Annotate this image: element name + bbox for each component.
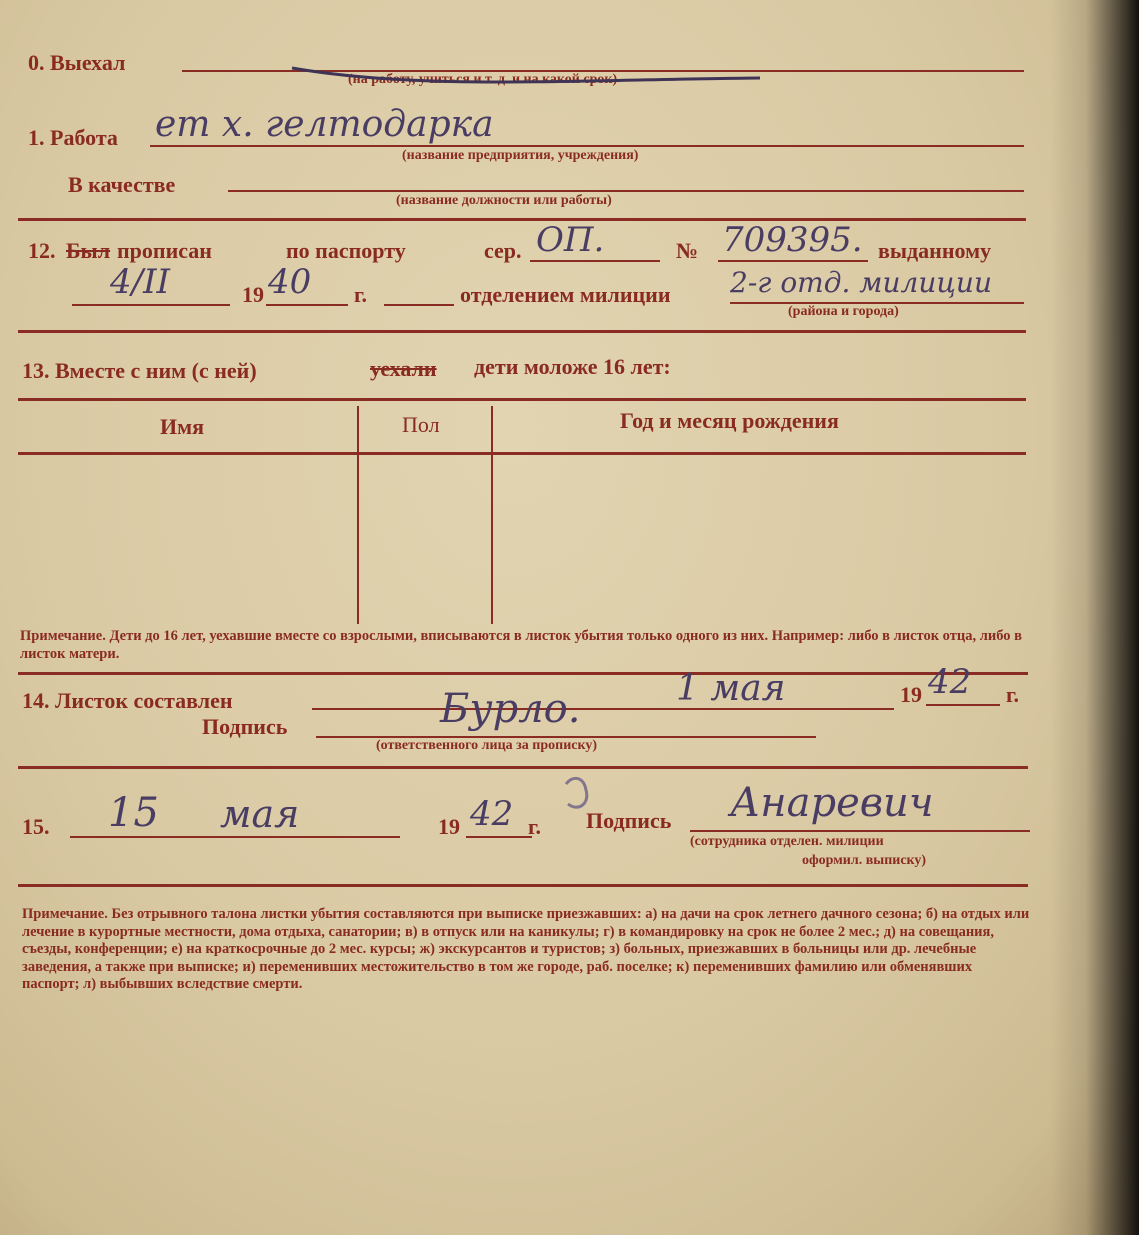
issued-label: выданному [878,238,992,263]
children-note-text: Дети до 16 лет, уехавшие вместе со взрослыми, вписываются в листок убытия только одного из них. Например: либо в листок отца, либо в листок матери. [20,628,1022,662]
compiled-value: 1 мая [676,668,786,709]
issue-year-suffix: г. [354,282,368,307]
departed-label: 0. Выехал [28,50,126,75]
work-hint: (название предприятия, учреждения) [402,148,639,163]
registered-label: прописан [117,238,212,263]
stamp-month: мая [220,792,300,836]
children-prefix: 13. Вместе с ним (с ней) [22,358,257,383]
dept-value: 2-г отд. милиции [730,266,992,299]
was-struck: Был [66,238,111,263]
children-struck: уехали [370,356,437,381]
section15-label: 15. [22,814,50,839]
officer-sign-hint2: оформил. выписку) [802,853,927,868]
page-curl-shadow [1050,0,1139,1235]
stamp-day: 15 [108,790,159,836]
work-value: ет х. гелтодарка [155,104,494,145]
officer-sign-value: Анаревич [730,780,934,826]
col-birth-header: Год и месяц рождения [620,408,839,433]
number-value: 709395. [722,220,863,260]
compiled-year-value: 42 [928,662,972,702]
stamp-year-value: 42 [470,794,514,834]
issue-year-prefix: 19 [242,282,264,307]
pen-scribble [566,778,587,807]
col-name-header: Имя [160,414,204,439]
officer-sign-label: Подпись [586,808,672,833]
signature-value: Бурло. [440,686,581,732]
footer-note-label: Примечание. [22,906,108,922]
dept-label: отделением милиции [460,282,671,307]
role-hint: (название должности или работы) [396,193,612,208]
children-suffix: дети моложе 16 лет: [474,354,671,379]
series-value: ОП. [536,220,605,260]
issue-year-value: 40 [268,262,312,302]
role-label: В качестве [68,172,176,197]
footer-note-text: Без отрывного талона листки убытия составляются при выписке приезжавших: а) на дачи на срок летнего дачного сезона; б) на отдых или лечение в курортные местности, дома отдыха, санатории; в) в отпуск или на каникулы; г) в командировку на срок не более 2 мес.; д) на совещания, съезды, конференции; е) на краткосрочные до 2 мес. курсы; ж) экскурсантов и туристов; з) больных, приезжавших в больницы или др. лечебные заведения, а также при выписке; и) переменивших местожительство в том же городе, раб. поселке; к) переменивших фамилию или обменявших паспорт; л) выбывших вследствие смерти. [22,906,1030,993]
signature-hint: (ответственного лица за прописку) [376,738,598,753]
departed-hint: (на работу, учиться и т. д. и на какой срок) [348,72,618,87]
pen-strike-line [292,68,760,82]
section12-number: 12. [28,238,56,263]
stamp-year-suffix: г. [528,814,542,839]
stamp-year-prefix: 19 [438,814,460,839]
passport-label: по паспорту [286,238,406,263]
work-label: 1. Работа [28,125,118,150]
compiled-label: 14. Листок составлен [22,688,233,713]
signature-label: Подпись [202,714,288,739]
dept-hint: (района и города) [788,304,899,319]
series-label: сер. [484,238,522,263]
issue-date-value: 4/II [110,262,170,302]
compiled-year-suffix: г. [1006,682,1020,707]
children-note-label: Примечание. [20,628,106,644]
officer-sign-hint1: (сотрудника отделен. милиции [690,834,884,849]
compiled-year-prefix: 19 [900,682,922,707]
number-label: № [676,238,699,263]
col-sex-header: Пол [402,412,440,437]
